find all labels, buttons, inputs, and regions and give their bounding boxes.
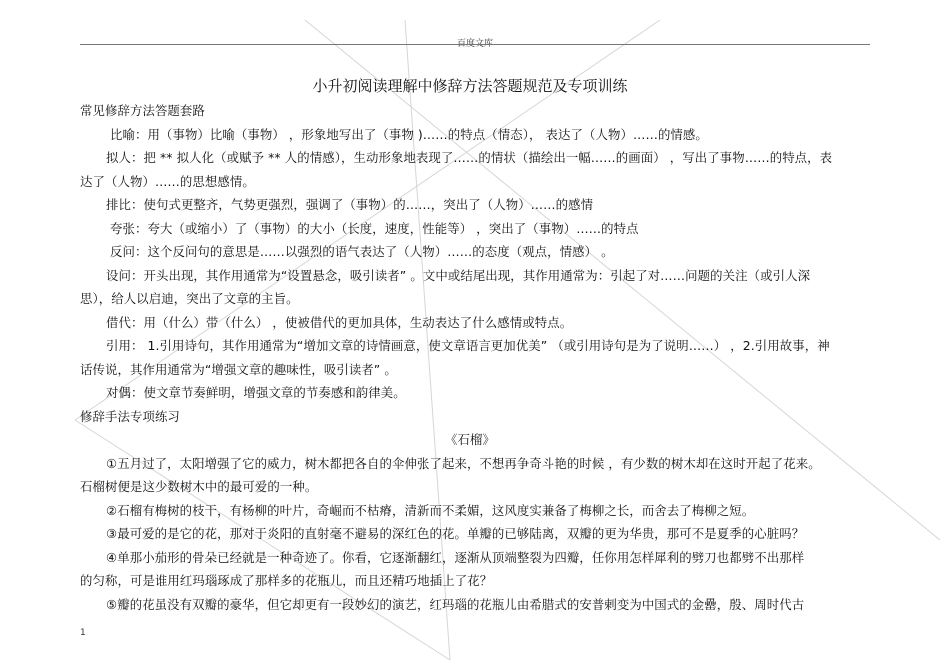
document-body [80,77,860,616]
passage-paragraph-cont: 石榴树便是这少数树木中的最可爱的一种。 [80,479,318,494]
rule-self-question: 设问：开头出现，其作用通常为“设置悬念，吸引读者” 。文中或结尾出现，其作用通常为：引起了对……问题的关注（或引人深 [106,267,811,283]
rule-quotation: 引用： 1.引用诗句，其作用通常为“增加文章的诗情画意，使文章语言更加优美” （或引用诗句是为了说明……） ，2.引用故事，神 [106,338,830,353]
section-heading: 修辞手法专项练习 [80,408,180,424]
rule-personification-cont: 达了（人物）……的思想感情。 [80,173,255,189]
passage-paragraph: ⑤瓣的花虽没有双瓣的豪华，但它却更有一段妙幻的演艺，红玛瑙的花瓶儿由希腊式的安普剌变为中国式的金罍，殷、周时代古 [106,596,805,612]
page-number: 1 [80,628,86,638]
passage-paragraph: ③最可爱的是它的花，那对于炎阳的直射毫不避易的深红色的花。单瓣的已够陆离，双瓣的更为华贵，那可不是夏季的心脏吗？ [106,526,805,541]
passage-paragraph: ②石榴有梅树的枝干，有杨柳的叶片，奇崛而不枯瘠，清新而不柔媚，这风度实兼备了梅柳之长，而舍去了梅柳之短。 [106,502,755,518]
rule-quotation-cont: 话传说，其作用通常为“增强文章的趣味性，吸引读者” 。 [80,361,397,377]
section-heading: 常见修辞方法答题套路 [80,103,205,118]
passage-title: 《石榴》 [445,432,495,447]
rule-hyperbole: 夸张：夸大（或缩小）了（事物）的大小（长度，速度，性能等） ，突出了（事物）……的特点 [110,220,639,236]
rule-self-question-cont: 思），给人以启迪，突出了文章的主旨。 [80,291,299,306]
header-label: 百度文库 [456,39,493,49]
passage-paragraph-cont: 的匀称，可是谁用红玛瑙琢成了那样多的花瓶儿，而且还精巧地插上了花？ [80,573,493,588]
passage-paragraph: ④单那小茄形的骨朵已经就是一种奇迹了。你看，它逐渐翻红，逐渐从顶端整裂为四瓣，任你用怎样犀利的劈刀也都劈不出那样 [106,549,805,565]
header-rule [80,44,870,45]
document-title: 小升初阅读理解中修辞方法答题规范及专项训练 [312,77,628,95]
rule-parallelism: 排比：使句式更整齐，气势更强烈，强调了（事物）的……，突出了（人物）……的感情 [106,197,594,212]
rule-antithesis: 对偶：使文章节奏鲜明，增强文章的节奏感和韵律美。 [106,385,406,400]
passage-paragraph: ①五月过了，太阳增强了它的威力，树木都把各自的伞伸张了起来，不想再争奇斗艳的时候 ，有少数的树木却在这时开起了花来。 [106,455,821,471]
rule-personification: 拟人：把 ** 拟人化（或赋予 ** 人的情感），生动形象地表现了……的情状（描绘出一幅……的画面） ，写出了事物……的特点，表 [106,150,833,165]
rule-rhetorical-question: 反问：这个反问句的意思是……以强烈的语气表达了（人物）……的态度（观点，情感） 。 [110,244,614,259]
rule-metaphor: 比喻：用（事物）比喻（事物） ，形象地写出了（事物 )……的特点（情态）， 表达了（人物）……的情感。 [110,126,708,142]
rule-metonymy: 借代：用（什么）带（什么） ，使被借代的更加具体，生动表达了什么感情或特点。 [106,314,573,330]
